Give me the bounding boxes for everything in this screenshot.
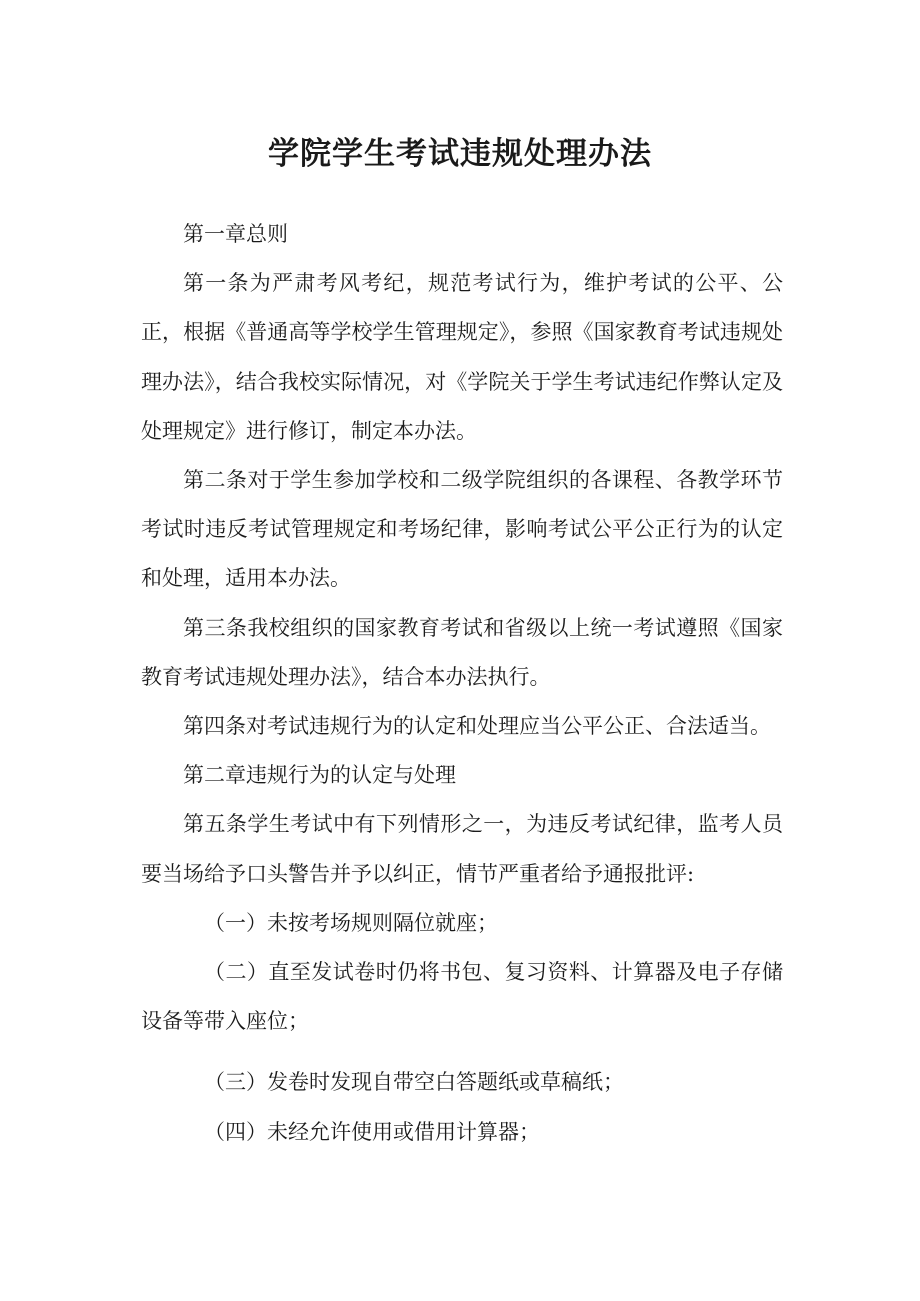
article-1-paragraph: 第一条为严肃考风考纪，规范考试行为，维护考试的公平、公正，根据《普通高等学校学生管理规定》，参照《国家教育考试违规处理办法》，结合我校实际情况，对《学院关于学生考试违纪作弊认定及处理规定》进行修订，制定本办法。 <box>141 271 783 443</box>
article-4-paragraph: 第四条对考试违规行为的认定和处理应当公平公正、合法适当。 <box>183 714 771 739</box>
chapter-heading-general: 第一章总则 <box>183 222 288 246</box>
list-item-1: （一）未按考场规则隔位就座； <box>204 910 498 935</box>
list-item-3: （三）发卷时发现自带空白答题纸或草稿纸； <box>204 1070 624 1095</box>
document-body <box>141 210 783 1157</box>
article-2-paragraph: 第二条对于学生参加学校和二级学院组织的各课程、各教学环节考试时违反考试管理规定和考场纪律，影响考试公平公正行为的认定和处理，适用本办法。 <box>141 468 783 591</box>
article-5-paragraph: 第五条学生考试中有下列情形之一，为违反考试纪律，监考人员要当场给予口头警告并予以纠正，情节严重者给予通报批评: <box>141 812 783 886</box>
list-item-2: （二）直至发试卷时仍将书包、复习资料、计算器及电子存储设备等带入座位； <box>141 960 783 1034</box>
list-item-4: （四）未经允许使用或借用计算器； <box>204 1119 540 1144</box>
chapter-heading-violations: 第二章违规行为的认定与处理 <box>183 763 456 788</box>
document-title: 学院学生考试违规处理办法 <box>268 136 652 172</box>
article-3-paragraph: 第三条我校组织的国家教育考试和省级以上统一考试遵照《国家教育考试违规处理办法》，结合本办法执行。 <box>141 615 783 689</box>
